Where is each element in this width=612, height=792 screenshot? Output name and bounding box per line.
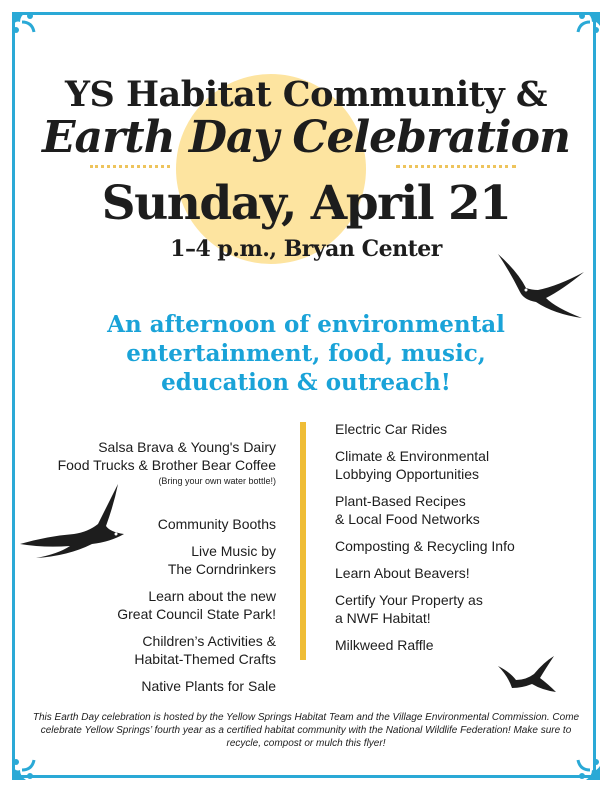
tagline-line: education & outreach! [161,369,451,396]
activity-item: Certify Your Property as a NWF Habitat! [335,592,483,626]
event-date: Sunday, April 21 [101,176,511,231]
activity-item: Learn about the new Great Council State Park! [117,588,276,622]
dotted-divider-left [90,165,170,168]
dotted-divider-right [396,165,516,168]
activity-item: Milkweed Raffle [335,637,434,653]
activity-item: Children’s Activities & Habitat-Themed Crafts [134,633,276,667]
activity-item: Composting & Recycling Info [335,538,515,554]
activity-note: (Bring your own water bottle!) [158,476,276,486]
tagline-line: entertainment, food, music, [126,340,486,367]
tagline-line: An afternoon of environmental [107,311,505,338]
activity-item: Learn About Beavers! [335,565,470,581]
swallow-bird-icon [18,482,128,560]
activity-item: Plant-Based Recipes & Local Food Networks [335,493,480,527]
event-time-place: 1–4 p.m., Bryan Center [170,236,442,262]
activities-right-column [335,420,585,663]
corner-flourish-icon [10,748,44,782]
activity-item: Community Booths [157,516,276,532]
activity-item: Climate & Environmental Lobbying Opportunities [335,448,490,482]
activity-text: Salsa Brava & Young's Dairy Food Trucks & Brother Bear Coffee [57,439,276,473]
footer-note: This Earth Day celebration is hosted by the Yellow Springs Habitat Team and the Village Environmental Commission. Come celebrate Yellow Springs’ fourth year as a certified habitat community with the National Wildlife Federation! Make sure to recycle, compost or mulch this flyer! [32,712,580,749]
swallow-bird-icon [496,654,558,694]
title-line-2: Earth Day Celebration [42,112,570,163]
activities-left-column [6,420,276,704]
corner-flourish-icon [568,748,602,782]
activity-item: Electric Car Rides [335,421,448,437]
corner-flourish-icon [10,10,44,44]
title-line-1: YS Habitat Community & [65,74,547,115]
column-divider [300,422,306,660]
activity-item: Live Music by The Corndrinkers [167,543,276,577]
corner-flourish-icon [568,10,602,44]
activity-item: Native Plants for Sale [141,678,276,694]
tagline [60,310,552,397]
